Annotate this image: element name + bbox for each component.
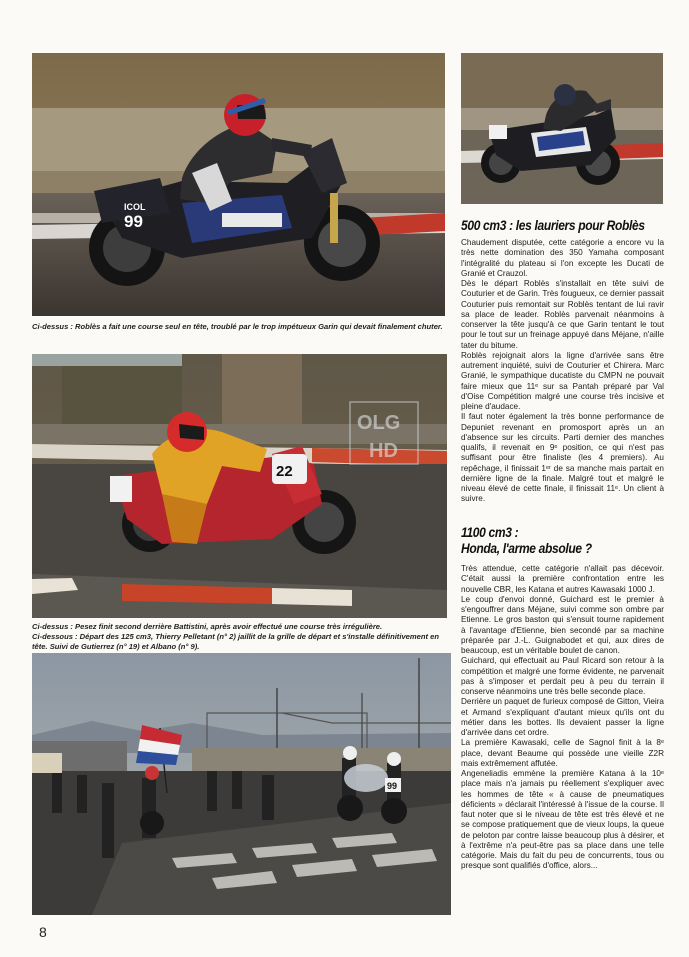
watermark-line1: OLG xyxy=(357,412,401,434)
photo-robles-small-image xyxy=(461,53,663,204)
photo-pesez-image xyxy=(32,354,447,618)
paragraph: Très attendue, cette catégorie n'allait pas décevoir. C'était aussi la première confrontation entre les nouvelle CBR, les Katana et autres Kawasaki 1000 J. xyxy=(461,564,664,594)
watermark-image xyxy=(349,401,419,465)
paragraph: Le coup d'envoi donné, Guichard est le premier à s'engouffrer dans Méjane, suivi comme son ombre par Etienne. Le gros baston qui s'ensuit tourne rapidement à l'avantage d'Etienne, bien secondé par sa machine préparée par J.-L. Guignabodet et qui, aux dires de beaucoup, est un véritable boulet de canon. xyxy=(461,594,664,655)
caption-text: Ci-dessus : Roblès a fait une course seul en tête, troublé par le trop impétueux Garin qui devait finalement chuter. xyxy=(32,322,443,331)
article-1100cc xyxy=(461,564,664,872)
photo-robles xyxy=(32,53,445,316)
photo-start-125 xyxy=(32,653,451,915)
start-bike-number: 99 xyxy=(387,781,398,791)
watermark-line2: HD xyxy=(369,440,398,462)
caption-line-above: Ci-dessus : Pesez finit second derrière Battistini, après avoir effectué une course très irrégulière. xyxy=(32,622,383,631)
heading-1100cc-line2: Honda, l'arme absolue ? xyxy=(461,540,592,556)
photo-pesez xyxy=(32,354,447,618)
watermark-logo xyxy=(349,401,419,465)
caption-photo-robles xyxy=(32,322,445,332)
bike-plate xyxy=(124,202,146,231)
heading-1100cc xyxy=(461,524,592,556)
bike-plate-number: 99 xyxy=(124,212,143,231)
paragraph: Roblès rejoignait alors la ligne d'arrivée sans être autrement inquiété, suivi de Couturier et Chirera. Marc Granié, le sympathique ducatiste du CMPN ne pouvait faire mieux que 11ᵉ sur sa Pantah préparé par Val d'Oise Compétition malgré une course très incisive et pleine d'audace. xyxy=(461,350,664,411)
heading-500cc-text: 500 cm3 : les lauriers pour Roblès xyxy=(461,217,645,233)
paragraph: Angeneliadis emmène la première Katana à la 10ᵉ place mais n'a jamais pu réellement s'expliquer avec les hommes de tête « à cause de pneumatiques déficients » déclarait l'intéressé à l'issue de la course. Il faut noter que si le niveau de tête est très élevé et ne se compose pratiquement que de vieux loups, la queue de peloton par contre laisse beaucoup plus à désirer, et à l'extrême n'a peut-être pas sa place dans une telle catégorie. Mais du fait du peu de concurrents, tous ou presque sont qualifiés d'office, alors... xyxy=(461,769,664,871)
heading-1100cc-line1: 1100 cm3 : xyxy=(461,524,519,540)
caption-line-below: Ci-dessous : Départ des 125 cm3, Thierry Pelletant (n° 2) jaillit de la grille de départ et s'installe définitivement en tête. Suivi de Gutierrez (n° 19) et Albano (n° 9). xyxy=(32,632,440,651)
paragraph: La première Kawasaki, celle de Sagnol finit à la 8ᵉ place, devant Beaume qui possède une vieille Z2R mais extrêmement affutée. xyxy=(461,738,664,768)
photo-start-image xyxy=(32,653,451,915)
paragraph: Il faut noter également la très bonne performance de Depuniet revenant en promosport après un an d'absence sur les circuits. Parti dernier des manches qualifs, il revenait en 9ᵉ position, ce qui n'est pas suffisant pour être finaliste (les 4 premiers). Au repêchage, il finissait 1ᵉʳ de sa manche mais partait en dernière ligne de la finale. Malgré tout et malgré le niveau élevé de cette finale, il finissait 11ᵉ. Un client à suivre. xyxy=(461,412,664,504)
photo-robles-image xyxy=(32,53,445,316)
caption-photo-pesez xyxy=(32,622,452,652)
article-500cc xyxy=(461,238,664,505)
paragraph: Dès le départ Roblès s'installait en tête suivi de Couturier et de Garin. Très fougueux, ce dernier passait Couturier puis remontait sur Roblès tentant de lui ravir sa place de leader. Roblès parvenait néanmoins à conserver la tête jusqu'à ce que Garin tentant le tout pour le tout sur un freinage appuyé dans Méjane, n'aille tater du bitume. xyxy=(461,279,664,350)
page-number: 8 xyxy=(39,924,47,940)
heading-500cc xyxy=(461,217,645,233)
paragraph: Guichard, qui effectuait au Paul Ricard son retour à la compétition et malgré une forme évidente, ne parvenait pas à s'imposer et perdait peu à peu du terrain il conserve néanmoins une très belle seconde place. xyxy=(461,656,664,696)
paragraph: Derrière un paquet de furieux composé de Gitton, Vieira et Armand s'expliquant d'autant mieux qu'ils ont du métier dans les bottes. Ils devaient passer la ligne d'arrivée dans cet ordre. xyxy=(461,697,664,737)
paragraph: Chaudement disputée, cette catégorie a encore vu la très nette domination des 350 Yamaha composant l'intégralité du plateau si l'on excepte les Ducati de Granié et Crauzol. xyxy=(461,238,664,278)
bike-plate-label: ICOL xyxy=(124,202,146,212)
bike-number-front: 22 xyxy=(276,463,293,480)
photo-robles-small xyxy=(461,53,663,204)
